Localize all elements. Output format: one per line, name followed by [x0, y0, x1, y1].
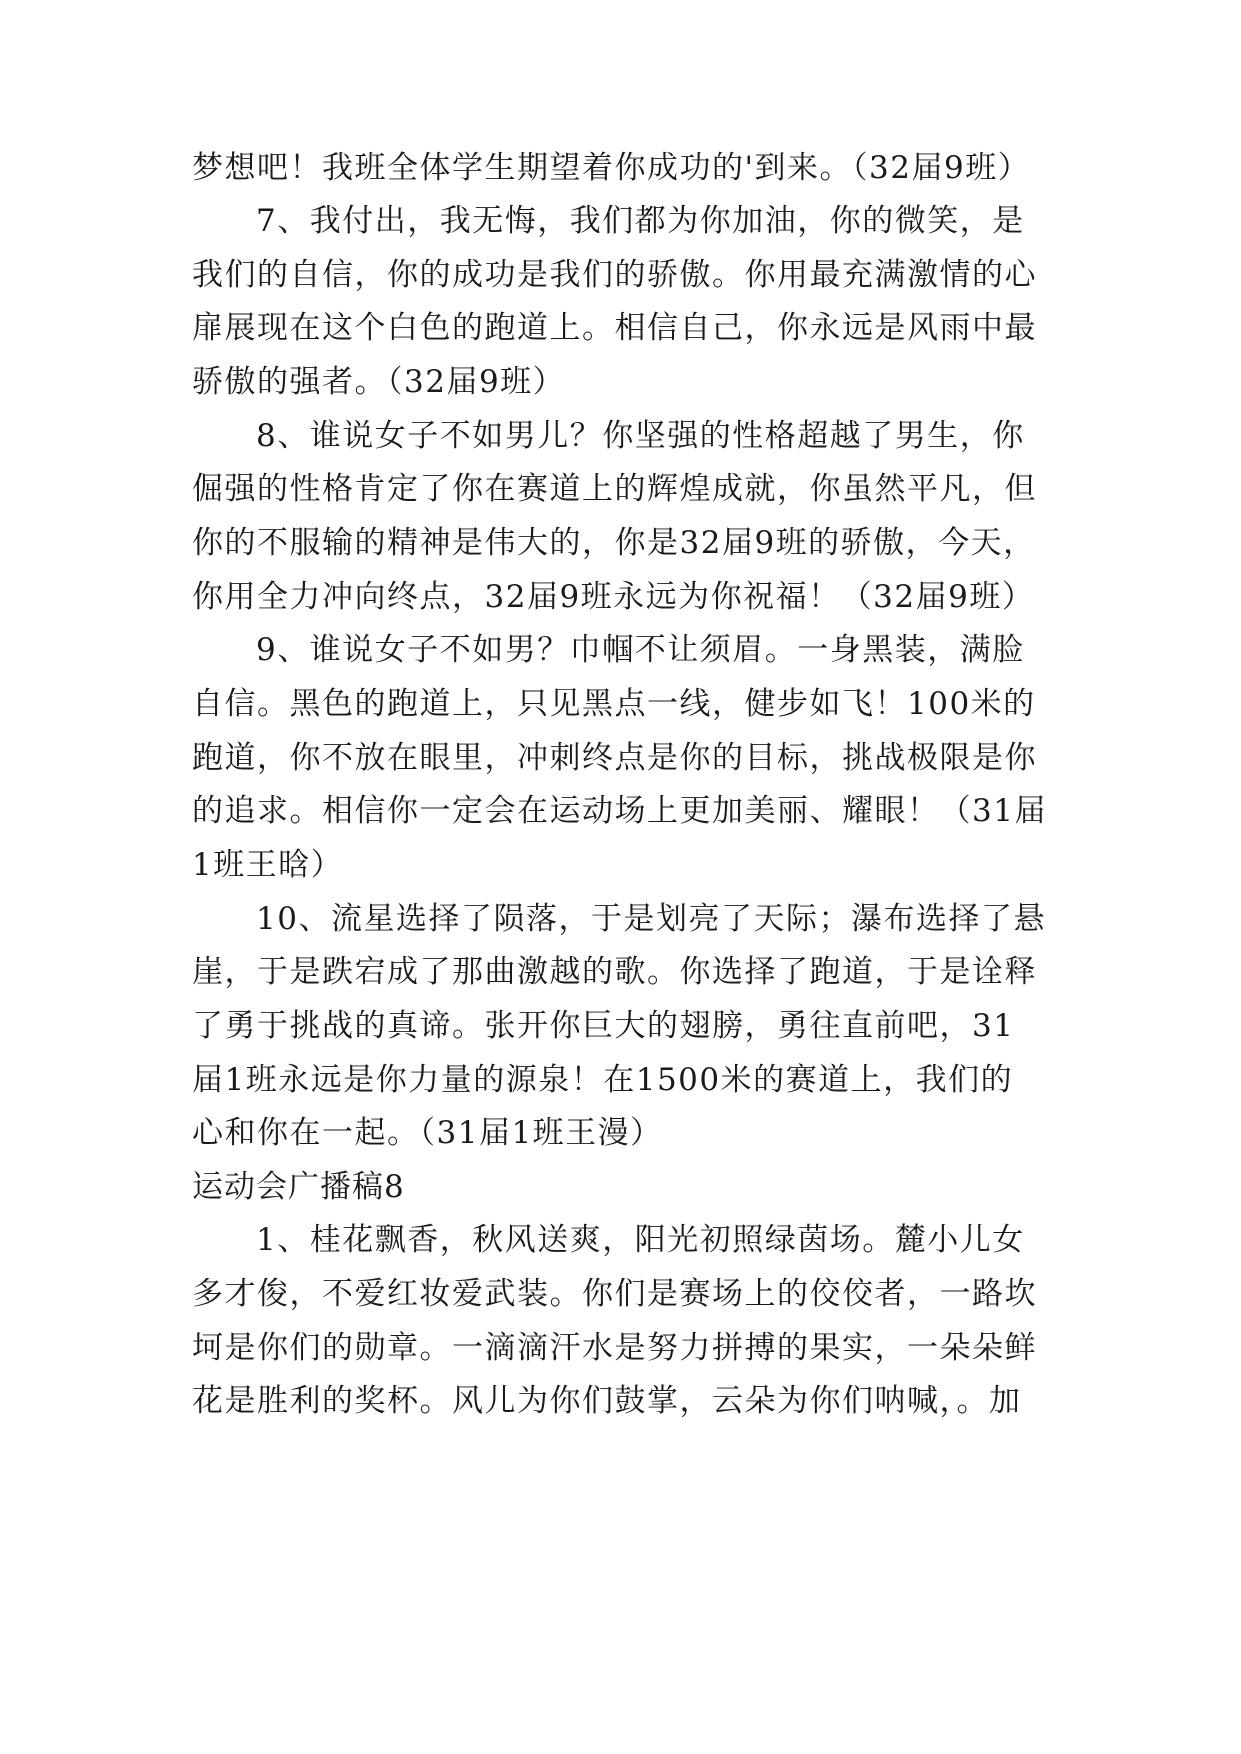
text-line: 梦想吧！我班全体学生期望着你成功的'到来。（32届9班） — [192, 150, 1031, 186]
text-line: 扉展现在这个白色的跑道上。相信自己，你永远是风雨中最 — [192, 310, 1037, 346]
text-line: 你用全力冲向终点，32届9班永远为你祝福！（32届9班） — [192, 579, 1035, 615]
text-line: 自信。黑色的跑道上，只见黑点一线，健步如飞！100米的 — [192, 686, 1036, 722]
text-line: 坷是你们的勋章。一滴滴汗水是努力拼搏的果实，一朵朵鲜 — [192, 1330, 1037, 1366]
text-line: 骄傲的强者。（32届9班） — [192, 364, 566, 400]
paragraph-start: 9、谁说女子不如男？巾帼不让须眉。一身黑装，满脸 — [256, 632, 1025, 668]
text-line: 多才俊，不爱红妆爱武装。你们是赛场上的佼佼者，一路坎 — [192, 1276, 1037, 1312]
paragraph-start: 1、桂花飘香，秋风送爽，阳光初照绿茵场。麓小儿女 — [256, 1222, 1025, 1258]
text-line: 我们的自信，你的成功是我们的骄傲。你用最充满激情的心 — [192, 257, 1037, 293]
text-line: 届1班永远是你力量的源泉！在1500米的赛道上，我们的 — [192, 1062, 1014, 1098]
text-line: 你的不服输的精神是伟大的，你是32届9班的骄傲，今天， — [192, 525, 1036, 561]
text-line: 跑道，你不放在眼里，冲刺终点是你的目标，挑战极限是你 — [192, 740, 1037, 776]
text-line: 了勇于挑战的真谛。张开你巨大的翅膀，勇往直前吧，31 — [192, 1008, 1015, 1044]
section-heading: 运动会广播稿8 — [192, 1169, 405, 1205]
text-line: 花是胜利的奖杯。风儿为你们鼓掌，云朵为你们呐喊，。加 — [192, 1383, 1022, 1419]
text-line: 的追求。相信你一定会在运动场上更加美丽、耀眼！（31届 — [192, 793, 1047, 829]
paragraph-start: 10、流星选择了陨落，于是划亮了天际；瀑布选择了悬 — [256, 901, 1046, 937]
text-line: 心和你在一起。（31届1班王漫） — [192, 1115, 663, 1151]
paragraph-start: 8、谁说女子不如男儿？你坚强的性格超越了男生，你 — [256, 418, 1025, 454]
text-line: 倔强的性格肯定了你在赛道上的辉煌成就，你虽然平凡，但 — [192, 471, 1037, 507]
text-line: 崖，于是跌宕成了那曲激越的歌。你选择了跑道，于是诠释 — [192, 954, 1037, 990]
text-line: 1班王晗） — [192, 847, 344, 883]
paragraph-start: 7、我付出，我无悔，我们都为你加油，你的微笑，是 — [256, 203, 1025, 239]
